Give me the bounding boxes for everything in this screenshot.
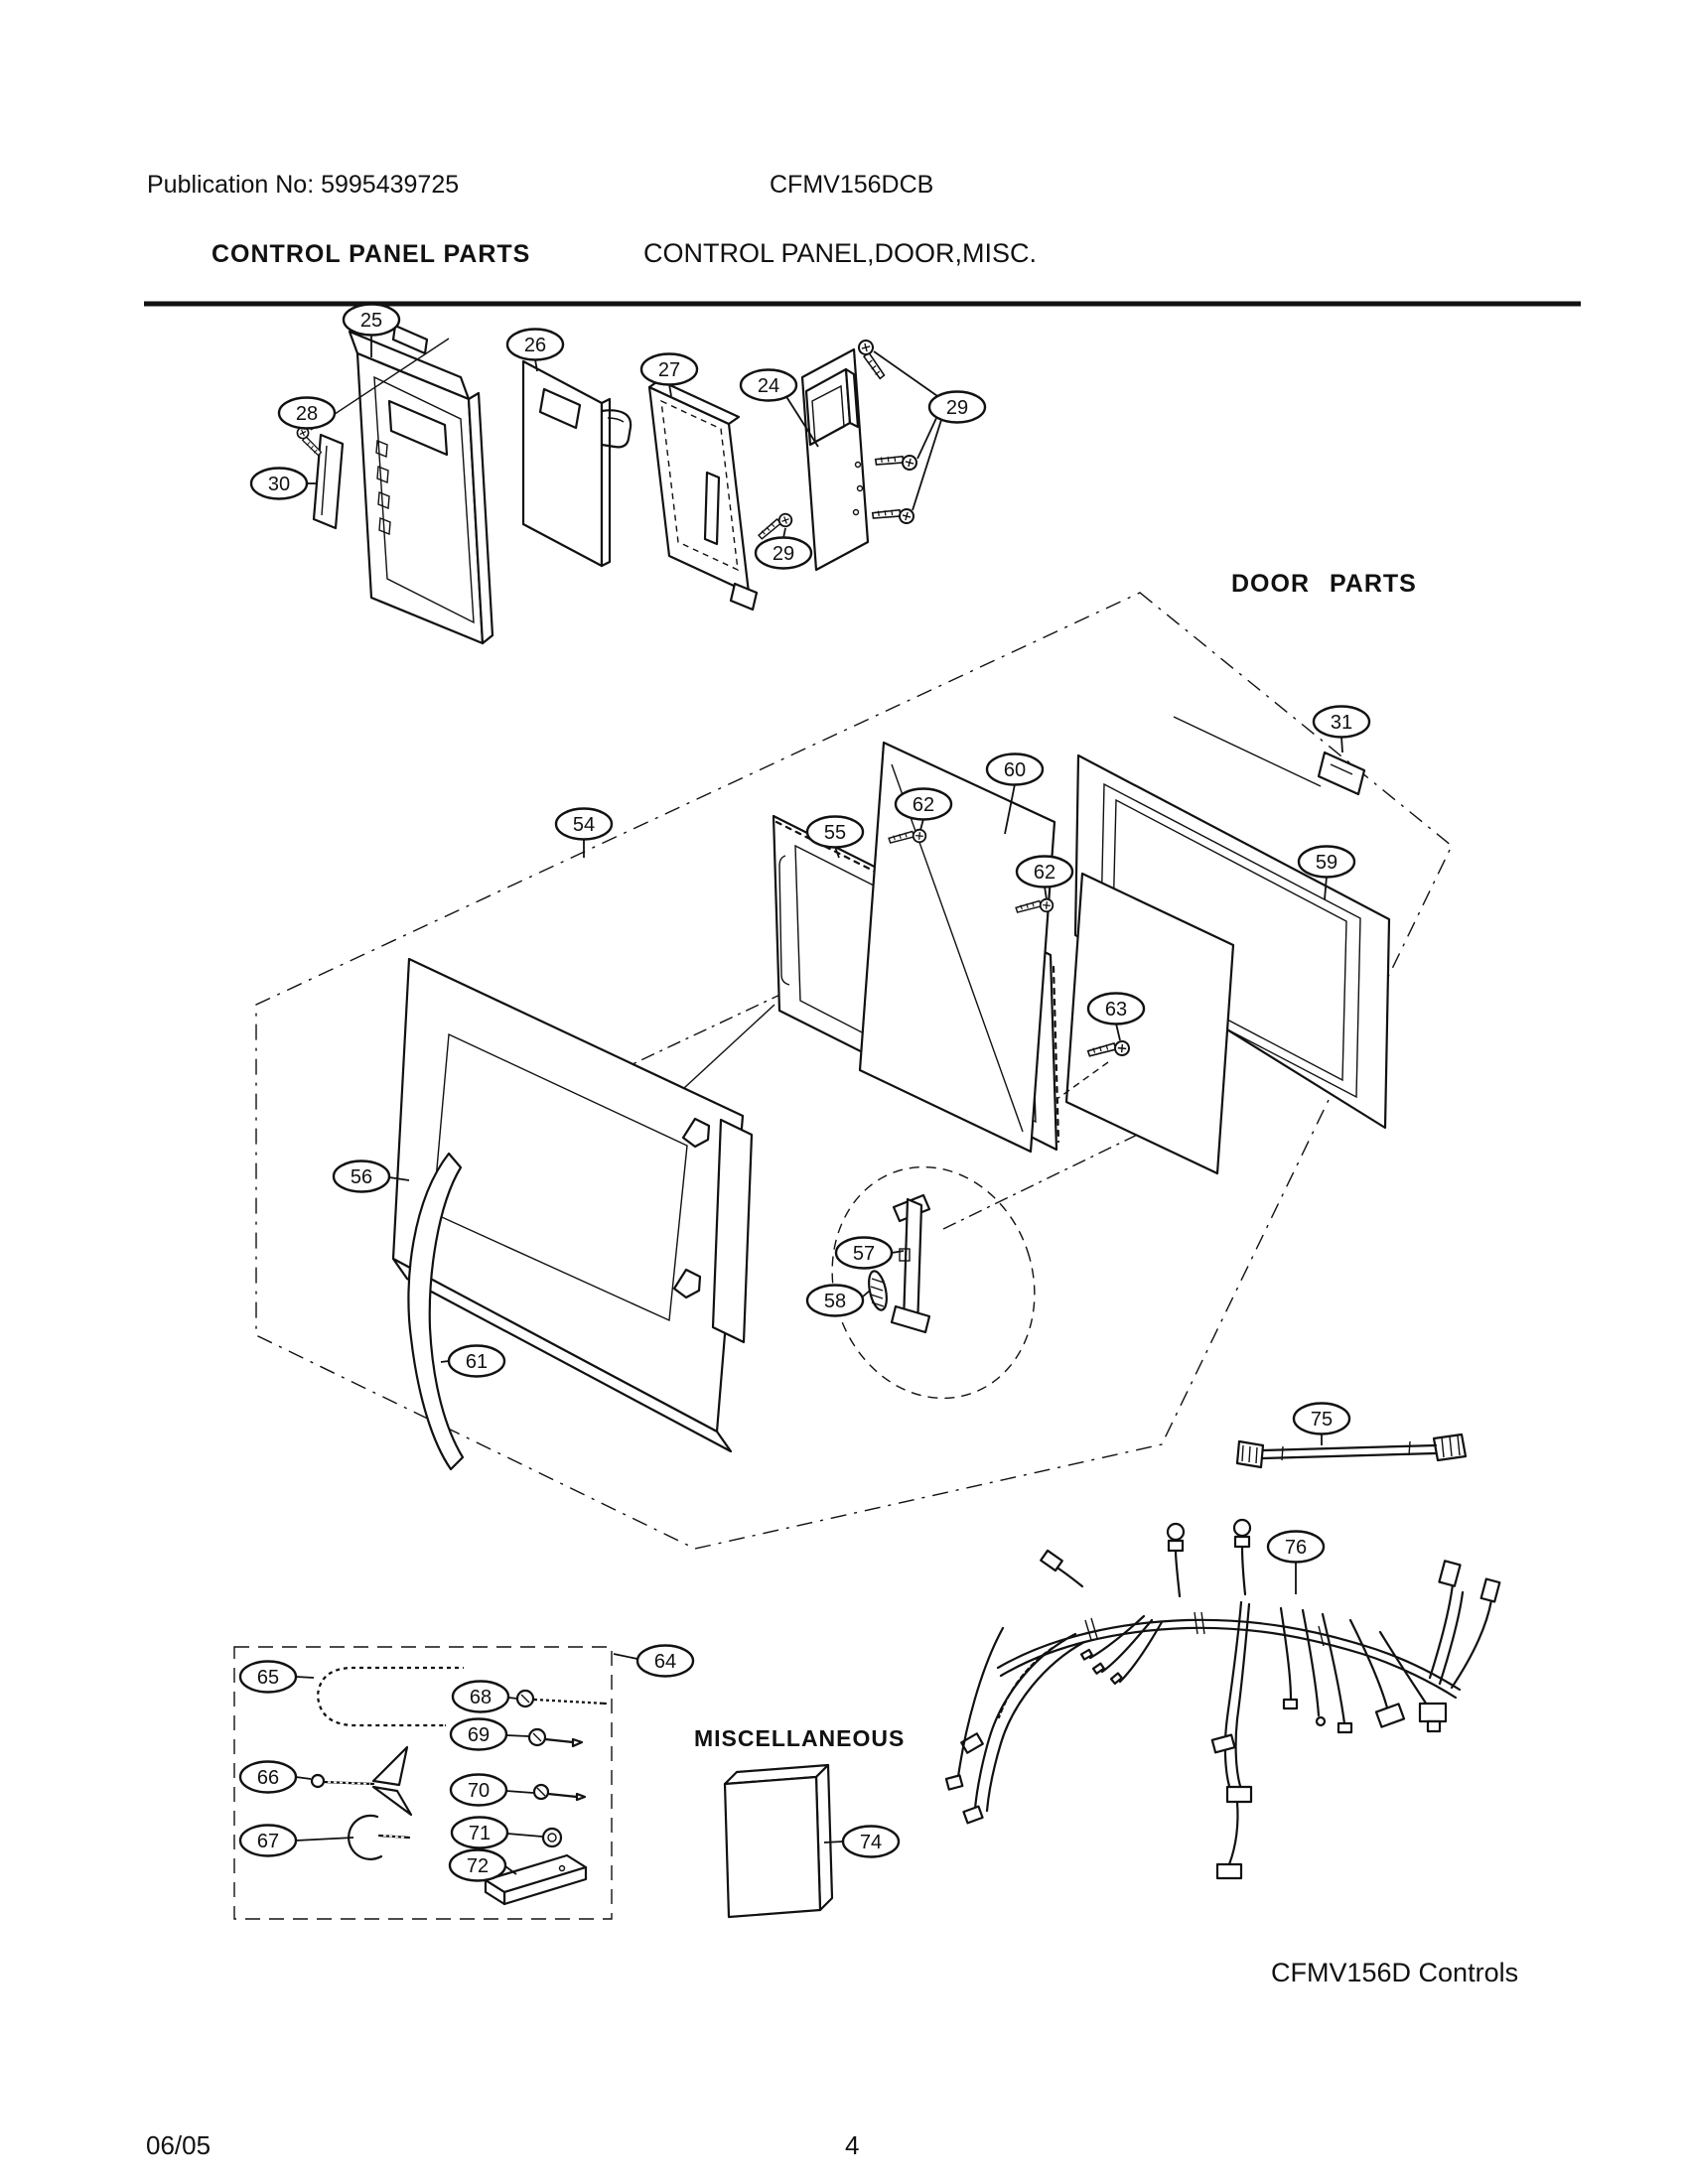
controls-caption: CFMV156D Controls [1271,1958,1519,1987]
callout-66 [240,1762,311,1793]
svg-text:31: 31 [1330,712,1353,734]
svg-text:61: 61 [465,1351,489,1373]
svg-text:76: 76 [1284,1537,1308,1559]
svg-text:29: 29 [772,543,795,565]
page-title: CONTROL PANEL,DOOR,MISC. [643,238,1038,268]
svg-text:55: 55 [823,822,847,844]
main-wire-harness-76 [946,1520,1499,1878]
svg-text:62: 62 [1033,862,1056,884]
svg-text:28: 28 [295,403,319,425]
svg-text:30: 30 [267,474,291,495]
callout-65 [240,1662,314,1693]
footer-date: 06/05 [146,2130,211,2160]
door-screen-60 [860,743,1055,1152]
svg-text:60: 60 [1003,759,1027,781]
callout-30 [251,469,318,499]
door-rear-panel-59 [1066,755,1389,1173]
section-control-panel-parts: CONTROL PANEL PARTS [211,240,531,268]
kit-hook-67 [349,1816,409,1859]
callout-76 [1268,1532,1324,1595]
callout-70 [451,1775,533,1806]
kit-strap-65 [318,1668,463,1725]
callout-26 [507,330,563,372]
latch-lever-57 [892,1195,929,1332]
control-base-frame-27 [649,380,757,610]
svg-text:68: 68 [469,1687,492,1708]
callout-74 [824,1827,899,1857]
kit-screw-69 [529,1729,582,1746]
svg-text:62: 62 [912,794,935,816]
section-miscellaneous: MISCELLANEOUS [694,1725,906,1751]
kit-screw-70 [534,1785,585,1800]
screw-29c-icon [871,495,916,537]
model-number: CFMV156DCB [770,171,934,199]
kit-screw-68 [517,1691,606,1706]
svg-text:57: 57 [852,1243,876,1265]
control-board-24 [802,349,868,570]
kit-toggle-anchor-66 [312,1747,411,1815]
latch-zone-boundary [802,1141,1063,1425]
svg-text:59: 59 [1315,852,1338,874]
svg-text:27: 27 [657,359,681,381]
svg-text:67: 67 [256,1831,280,1852]
svg-text:72: 72 [466,1855,490,1877]
publication-number: Publication No: 5995439725 [147,171,460,199]
callout-61 [441,1346,504,1377]
callout-29 [874,351,985,510]
literature-box-74 [725,1765,832,1917]
callout-64 [614,1646,693,1677]
callout-54 [556,809,612,859]
svg-text:69: 69 [467,1724,491,1746]
callout-71 [452,1818,542,1848]
callout-58 [807,1286,870,1316]
callout-67 [240,1826,353,1856]
svg-text:25: 25 [359,310,383,332]
callout-69 [451,1719,528,1750]
svg-text:74: 74 [859,1832,883,1853]
callout-75 [1294,1404,1349,1446]
svg-text:56: 56 [350,1166,373,1188]
svg-text:65: 65 [256,1667,280,1689]
kit-washer-71 [543,1829,561,1846]
keypad-overlay-26 [523,361,631,566]
svg-text:66: 66 [256,1767,280,1789]
svg-text:71: 71 [468,1823,492,1844]
svg-text:26: 26 [523,335,547,356]
callout-57 [836,1238,904,1269]
svg-text:70: 70 [467,1780,491,1802]
screw-29b-icon [874,442,919,483]
callout-68 [453,1682,517,1712]
svg-text:63: 63 [1104,999,1128,1021]
svg-text:29: 29 [945,397,969,419]
footer-page-number: 4 [845,2130,860,2160]
callout-31 [1314,707,1369,753]
svg-text:24: 24 [757,375,780,397]
svg-text:54: 54 [572,814,596,836]
section-door-parts: DOOR PARTS [1231,570,1417,598]
jumper-harness-75 [1237,1434,1466,1467]
svg-text:64: 64 [653,1651,677,1673]
svg-text:58: 58 [823,1291,847,1312]
svg-text:75: 75 [1310,1409,1334,1431]
callout-28 [279,398,335,430]
